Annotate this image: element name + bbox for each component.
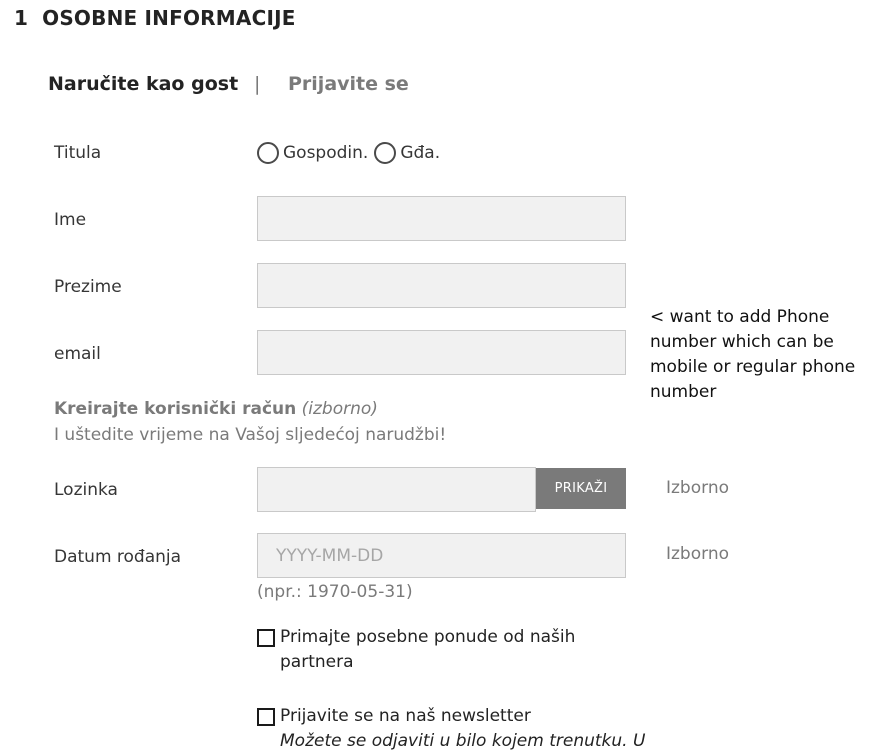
- section-heading: [14, 6, 296, 30]
- newsletter-checkbox[interactable]: [257, 708, 275, 726]
- birthdate-label: Datum rođanja: [54, 547, 182, 567]
- show-password-button[interactable]: PRIKAŽI: [536, 468, 626, 509]
- radio-mrs[interactable]: [374, 142, 396, 164]
- partners-checkbox-label[interactable]: Primajte posebne ponude od naših partnera: [280, 627, 576, 672]
- partners-checkbox[interactable]: [257, 629, 275, 647]
- partners-checkbox-row[interactable]: [257, 625, 600, 675]
- last-name-label: Prezime: [54, 277, 122, 297]
- first-name-label: Ime: [54, 210, 87, 230]
- tab-separator: |: [254, 73, 261, 95]
- email-input[interactable]: [257, 330, 626, 375]
- newsletter-checkbox-row[interactable]: [257, 704, 646, 754]
- radio-mr-label[interactable]: Gospodin.: [283, 143, 369, 163]
- create-account-optional: (izborno): [301, 399, 378, 419]
- phone-annotation-note: < want to add Phone number which can be mobile or regular phone number: [650, 307, 856, 402]
- section-title: OSOBNE INFORMACIJE: [42, 6, 296, 30]
- email-label: email: [54, 344, 101, 364]
- first-name-input[interactable]: [257, 196, 626, 241]
- radio-mrs-label[interactable]: Gđa.: [400, 143, 441, 163]
- title-radio-group: [257, 142, 446, 164]
- section-number: 1: [14, 6, 29, 30]
- password-label: Lozinka: [54, 480, 118, 500]
- password-input[interactable]: [257, 467, 536, 512]
- newsletter-subtext: Možete se odjaviti u bilo kojem trenutku. U: [280, 731, 646, 751]
- birthdate-input[interactable]: [257, 533, 626, 578]
- create-account-title: Kreirajte korisnički račun: [54, 399, 297, 419]
- password-optional-label: Izborno: [666, 478, 729, 498]
- radio-mr[interactable]: [257, 142, 279, 164]
- create-account-heading: [54, 399, 378, 419]
- birthdate-hint: (npr.: 1970-05-31): [257, 582, 413, 602]
- last-name-input[interactable]: [257, 263, 626, 308]
- newsletter-checkbox-text: [280, 704, 646, 754]
- title-label: Titula: [54, 143, 102, 163]
- tab-guest-checkout[interactable]: Naručite kao gost: [48, 73, 239, 95]
- newsletter-checkbox-label[interactable]: Prijavite se na naš newsletter: [280, 706, 531, 726]
- birthdate-optional-label: Izborno: [666, 544, 729, 564]
- tab-login[interactable]: Prijavite se: [288, 73, 409, 95]
- create-account-subtitle: I uštedite vrijeme na Vašoj sljedećoj narudžbi!: [54, 425, 447, 445]
